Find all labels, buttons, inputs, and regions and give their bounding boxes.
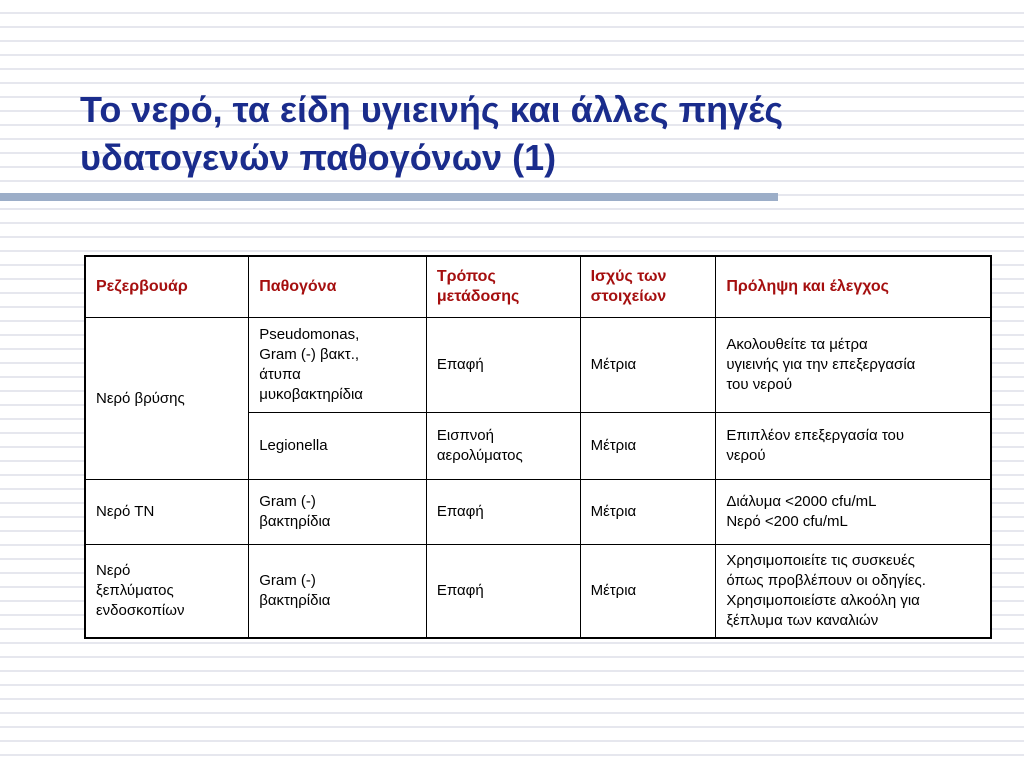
- prevention-line: νερού: [726, 447, 766, 464]
- prevention-line: Επιπλέον επεξεργασία του: [726, 427, 905, 444]
- cell-prevention: [716, 480, 991, 545]
- transmission-line: αερολύματος: [436, 447, 523, 464]
- table-header-row: [85, 256, 991, 318]
- slide-title-line-1: Το νερό, τα είδη υγιεινής και άλλες πηγές: [80, 89, 784, 130]
- pathogens-line: Gram (-): [259, 572, 316, 589]
- transmission-line: Εισπνοή: [436, 427, 494, 444]
- pathogens-line: Pseudomonas,: [259, 326, 360, 343]
- pathogens-line: Gram (-): [259, 493, 316, 510]
- header-evidence: Ισχύς των στοιχείων: [580, 256, 716, 318]
- pathogens-line: Gram (-) βακτ.,: [259, 346, 360, 363]
- header-transmission: Τρόπος μετάδοσης: [426, 256, 580, 318]
- prevention-line: Ακολουθείτε τα μέτρα: [726, 336, 868, 353]
- header-reservoir: Ρεζερβουάρ: [85, 256, 249, 318]
- transmission-line: Επαφή: [436, 503, 484, 520]
- cell-evidence: Μέτρια: [580, 318, 716, 413]
- cell-pathogens: [249, 545, 427, 639]
- prevention-line: Χρησιμοποιείστε αλκοόλη για: [726, 592, 920, 609]
- prevention-line: Νερό <200 cfu/mL: [726, 513, 848, 530]
- header-prevention: Πρόληψη και έλεγχος: [716, 256, 991, 318]
- pathogens-line: άτυπα: [259, 366, 301, 383]
- reservoir-text: Νερό βρύσης: [96, 389, 185, 407]
- cell-transmission: [426, 480, 580, 545]
- cell-evidence: Μέτρια: [580, 545, 716, 639]
- reservoir-line: ενδοσκοπίων: [96, 602, 185, 619]
- cell-pathogens: [249, 318, 427, 413]
- table-row: [85, 545, 991, 639]
- pathogens-line: μυκοβακτηρίδια: [259, 386, 363, 403]
- slide-title: [80, 86, 1010, 182]
- cell-prevention: [716, 413, 991, 480]
- cell-transmission: [426, 545, 580, 639]
- cell-transmission: [426, 318, 580, 413]
- cell-pathogens: [249, 413, 427, 480]
- transmission-line: Επαφή: [436, 582, 484, 599]
- slide-title-line-2: υδατογενών παθογόνων (1): [80, 137, 557, 178]
- cell-reservoir: [85, 545, 249, 639]
- prevention-line: υγιεινής για την επεξεργασία: [726, 356, 916, 373]
- prevention-line: ξέπλυμα των καναλιών: [726, 612, 879, 629]
- title-divider: [0, 193, 778, 201]
- cell-evidence: Μέτρια: [580, 480, 716, 545]
- pathogens-line: βακτηρίδια: [259, 513, 331, 530]
- cell-evidence: Μέτρια: [580, 413, 716, 480]
- table-row: [85, 480, 991, 545]
- cell-reservoir: Νερό ΤΝ: [85, 480, 249, 545]
- pathogen-sources-table: [84, 255, 992, 639]
- prevention-line: του νερού: [726, 376, 793, 393]
- prevention-line: Διάλυμα <2000 cfu/mL: [726, 493, 877, 510]
- prevention-line: Χρησιμοποιείτε τις συσκευές: [726, 552, 915, 569]
- table-row: [85, 318, 991, 413]
- header-pathogens: Παθογόνα: [249, 256, 427, 318]
- pathogens-line: βακτηρίδια: [259, 592, 331, 609]
- cell-pathogens: [249, 480, 427, 545]
- cell-prevention: [716, 318, 991, 413]
- reservoir-line: ξεπλύματος: [96, 582, 174, 599]
- pathogens-line: Legionella: [259, 437, 328, 454]
- reservoir-line: Νερό: [96, 562, 131, 579]
- transmission-line: Επαφή: [436, 356, 484, 373]
- cell-transmission: [426, 413, 580, 480]
- prevention-line: όπως προβλέπουν οι οδηγίες.: [726, 572, 926, 589]
- cell-reservoir: [85, 318, 249, 480]
- cell-prevention: [716, 545, 991, 639]
